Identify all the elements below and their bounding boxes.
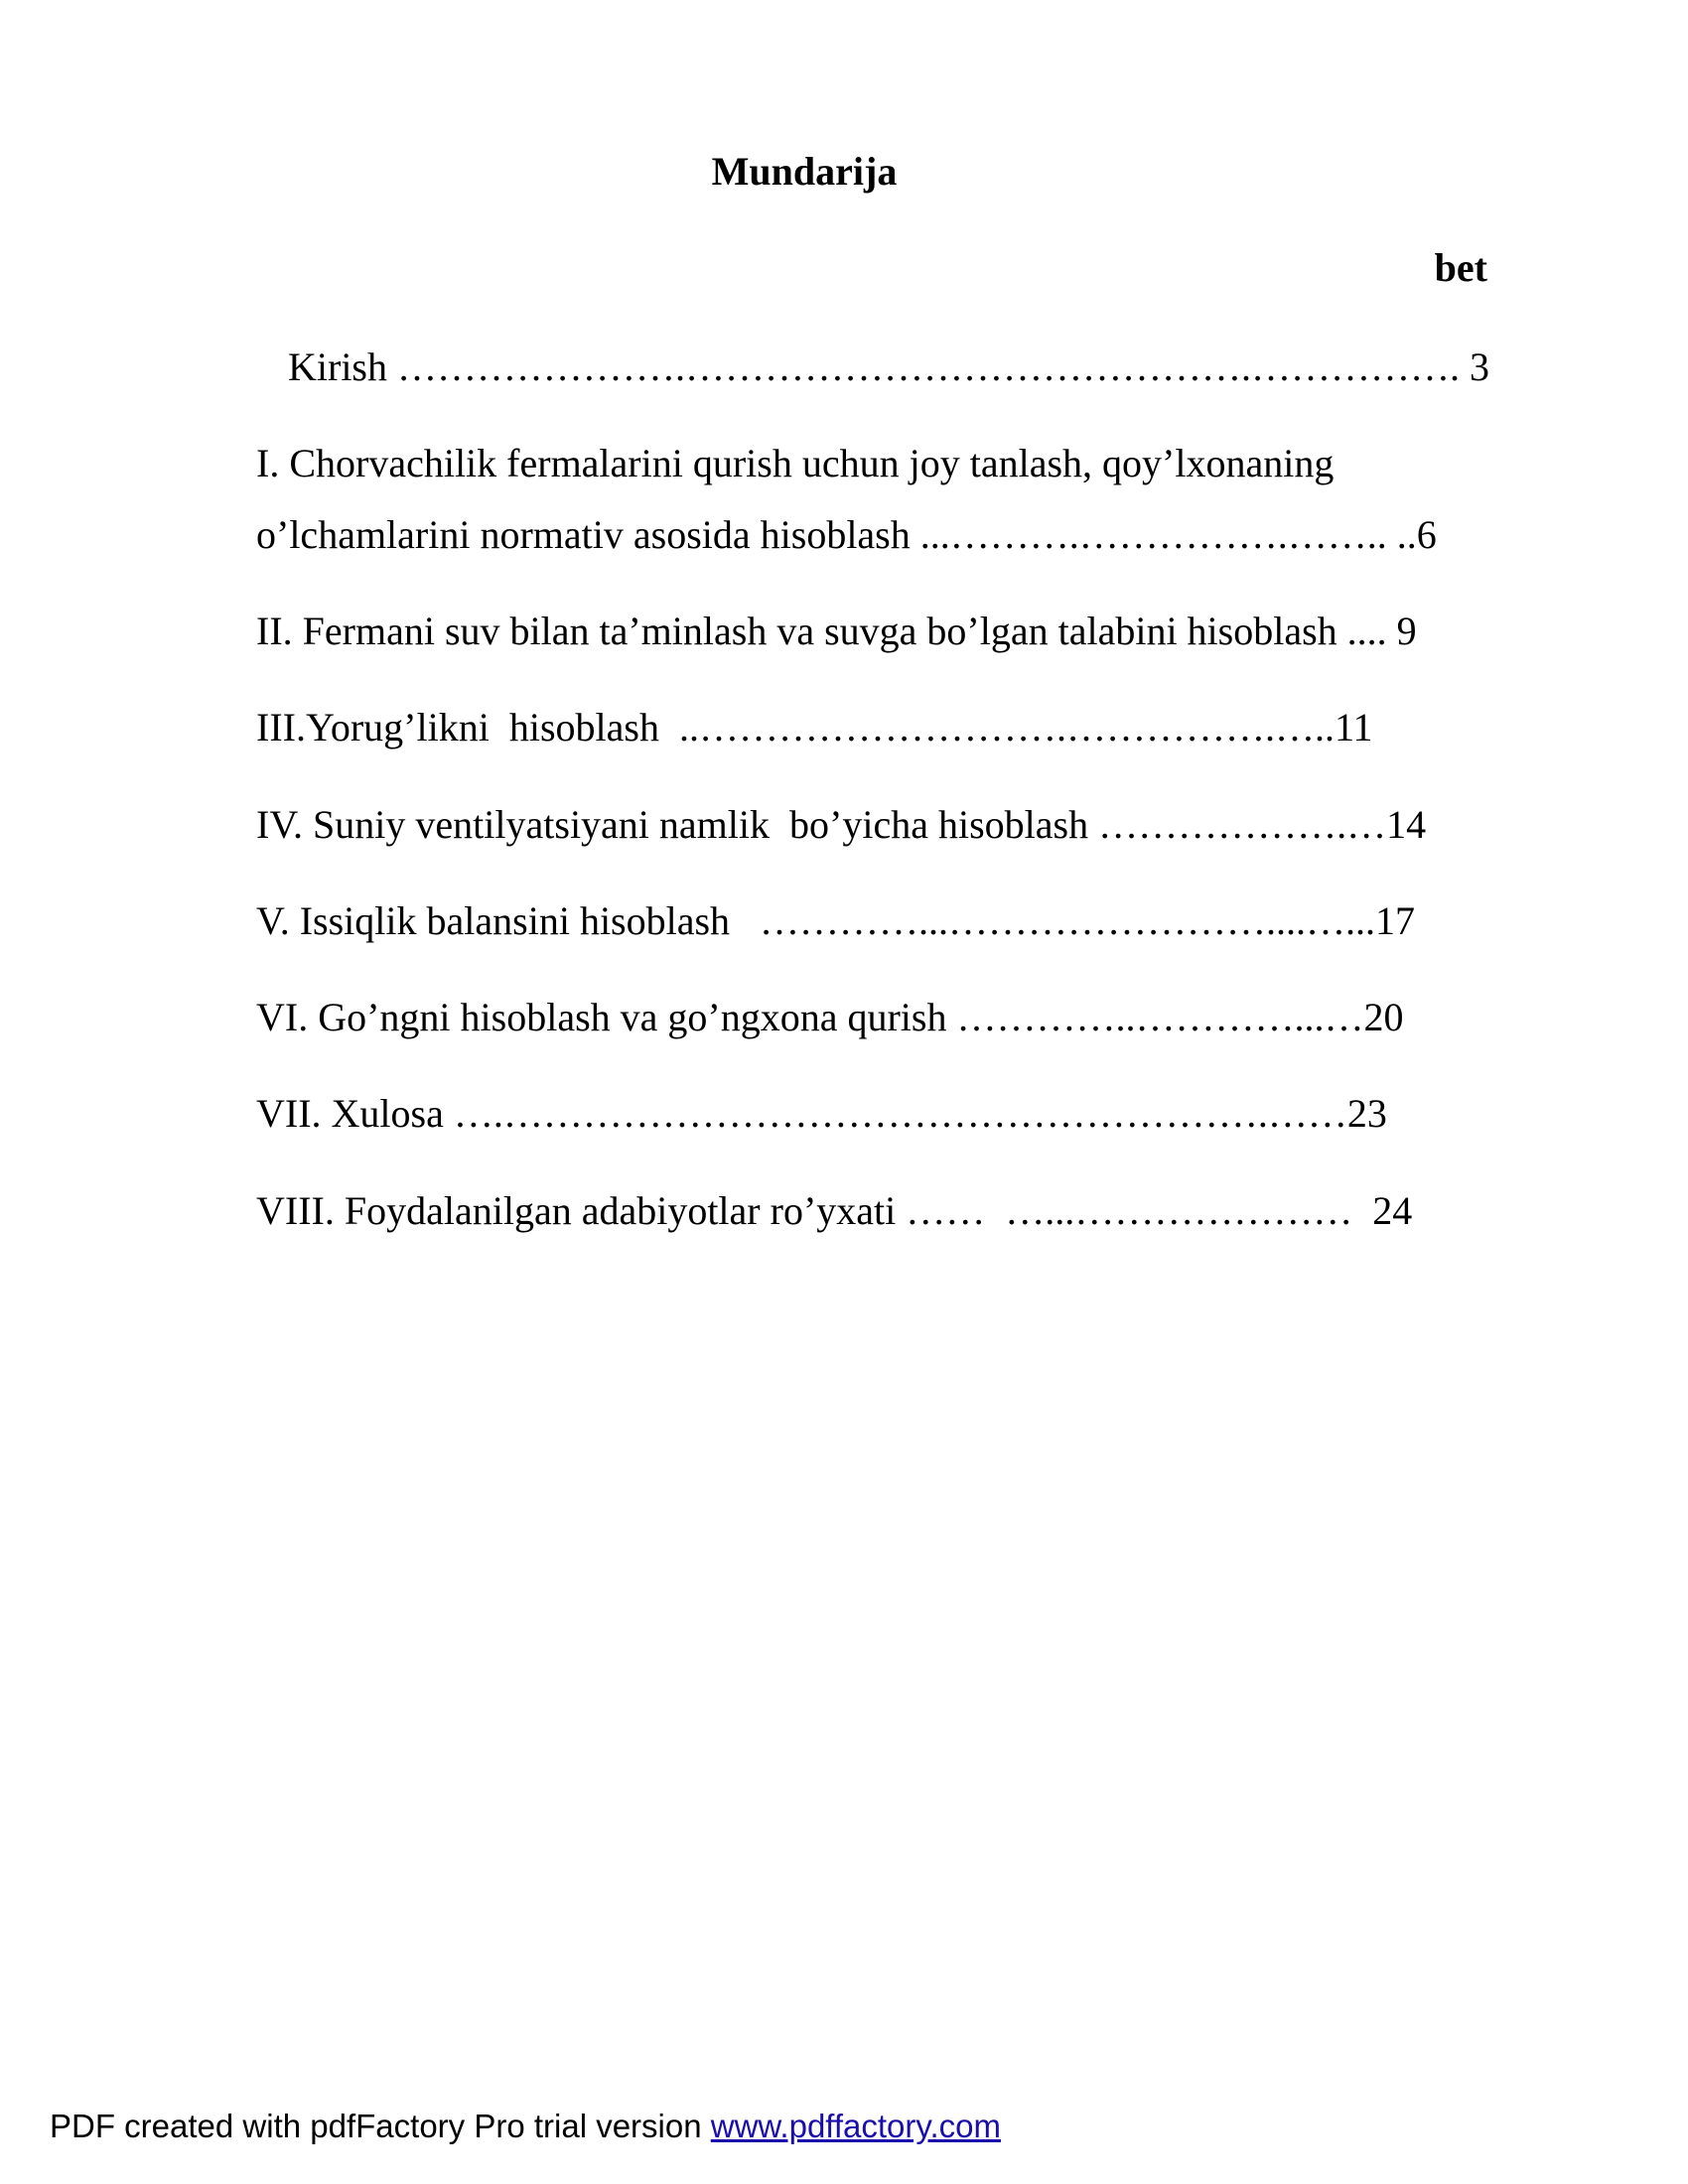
footer-text: PDF created with pdfFactory Pro trial version [50,2108,711,2144]
page-column-label: bet [1434,245,1487,290]
toc-entry-1-line-2: o’lchamlarini normativ asosida hisoblash ...……….…………….…….. ..6 [256,512,1437,557]
toc-entry-6: VI. Go’ngni hisoblash va go’ngxona qurish …………..…………...…20 [256,995,1404,1039]
footer-link[interactable]: www.pdffactory.com [710,2108,1001,2144]
toc-entry-5: V. Issiqlik balansini hisoblash …………...……………………....…...17 [256,898,1416,943]
toc-entry-1-line-1: I. Chorvachilik fermalarini qurish uchun joy tanlash, qoy’lxonaning [256,441,1335,485]
toc-entry-7: VII. Xulosa ….………………………………………………….……23 [256,1091,1387,1136]
toc-entry-3: III.Yorug’likni hisoblash ..……………………….…………….…..11 [256,705,1373,750]
toc-title: Mundarija [711,149,898,194]
toc-entry-4: IV. Suniy ventilyatsiyani namlik bo’yicha hisoblash ……………….…14 [256,802,1427,847]
pdf-footer [50,2107,1001,2146]
toc-entry-8: VIII. Foydalanilgan adabiyotlar ro’yxati …… …...………………… 24 [256,1188,1413,1233]
toc-entry-kirish: Kirish ………………….…………………………………….……………. 3 [288,344,1489,389]
toc-entry-2: II. Fermani suv bilan ta’minlash va suvga bo’lgan talabini hisoblash .... 9 [256,609,1417,653]
